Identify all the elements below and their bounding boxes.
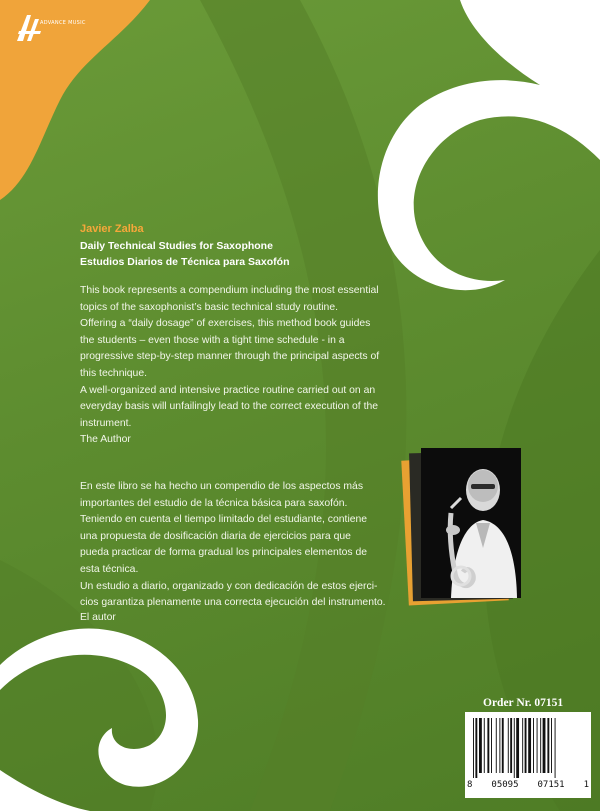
- english-line: topics of the saxophonist’s basic technical study routine.: [80, 301, 338, 313]
- book-author: Javier Zalba: [80, 223, 144, 235]
- spanish-line: pueda practicar de forma gradual los principales elementos de: [80, 547, 368, 559]
- order-number: Order Nr. 07151: [483, 697, 564, 709]
- english-line: the students – even those with a tight time schedule - in a: [80, 334, 345, 346]
- saxophonist-portrait-icon: [421, 448, 521, 598]
- spanish-line: una propuesta de dosificación diaria de ejercicios para que: [80, 530, 351, 542]
- author-photo-frame: [405, 448, 525, 608]
- english-description: [80, 283, 410, 432]
- english-line: everyday basis will unfailingly lead to the correct execution of the: [80, 401, 379, 413]
- publisher-logo-icon: [15, 13, 63, 43]
- barcode-digit-group: 07151: [537, 780, 565, 790]
- barcode-digit-group: 8: [467, 780, 473, 790]
- book-title-spanish: Estudios Diarios de Técnica para Saxofón: [80, 256, 290, 268]
- book-title-english: Daily Technical Studies for Saxophone: [80, 240, 273, 252]
- spanish-line: esta técnica.: [80, 563, 139, 575]
- english-line: progressive step-by-step manner through the principal aspects of: [80, 351, 380, 363]
- barcode: [465, 712, 591, 798]
- english-line: Offering a “daily dosage” of exercises, this method book guides: [80, 318, 371, 330]
- barcode-digit-group: 05095: [491, 780, 519, 790]
- barcode-bars-icon: [473, 718, 585, 778]
- english-line: A well-organized and intensive practice routine carried out on an: [80, 384, 376, 396]
- english-line: This book represents a compendium including the most essential: [80, 285, 379, 296]
- english-line: instrument.: [80, 417, 132, 429]
- author-photo: [421, 448, 521, 598]
- english-line: this technique.: [80, 367, 148, 379]
- spanish-signature: El autor: [80, 612, 116, 623]
- spanish-line: En este libro se ha hecho un compendio de los aspectos más: [80, 481, 364, 492]
- spanish-line: cios garantiza plenamente una correcta ejecución del instrumento.: [80, 597, 386, 609]
- spanish-line: Teniendo en cuenta el tiempo limitado del estudiante, contiene: [80, 514, 368, 526]
- barcode-digits: [467, 780, 589, 790]
- english-signature: The Author: [80, 434, 131, 445]
- spanish-line: importantes del estudio de la técnica básica para saxofón.: [80, 497, 348, 509]
- spanish-line: Un estudio a diario, organizado y con dedicación de estos ejerci-: [80, 580, 378, 592]
- publisher-logo-text: ADVANCE MUSIC: [40, 20, 86, 26]
- spanish-description: [80, 479, 400, 612]
- barcode-digit-group: 1: [583, 780, 589, 790]
